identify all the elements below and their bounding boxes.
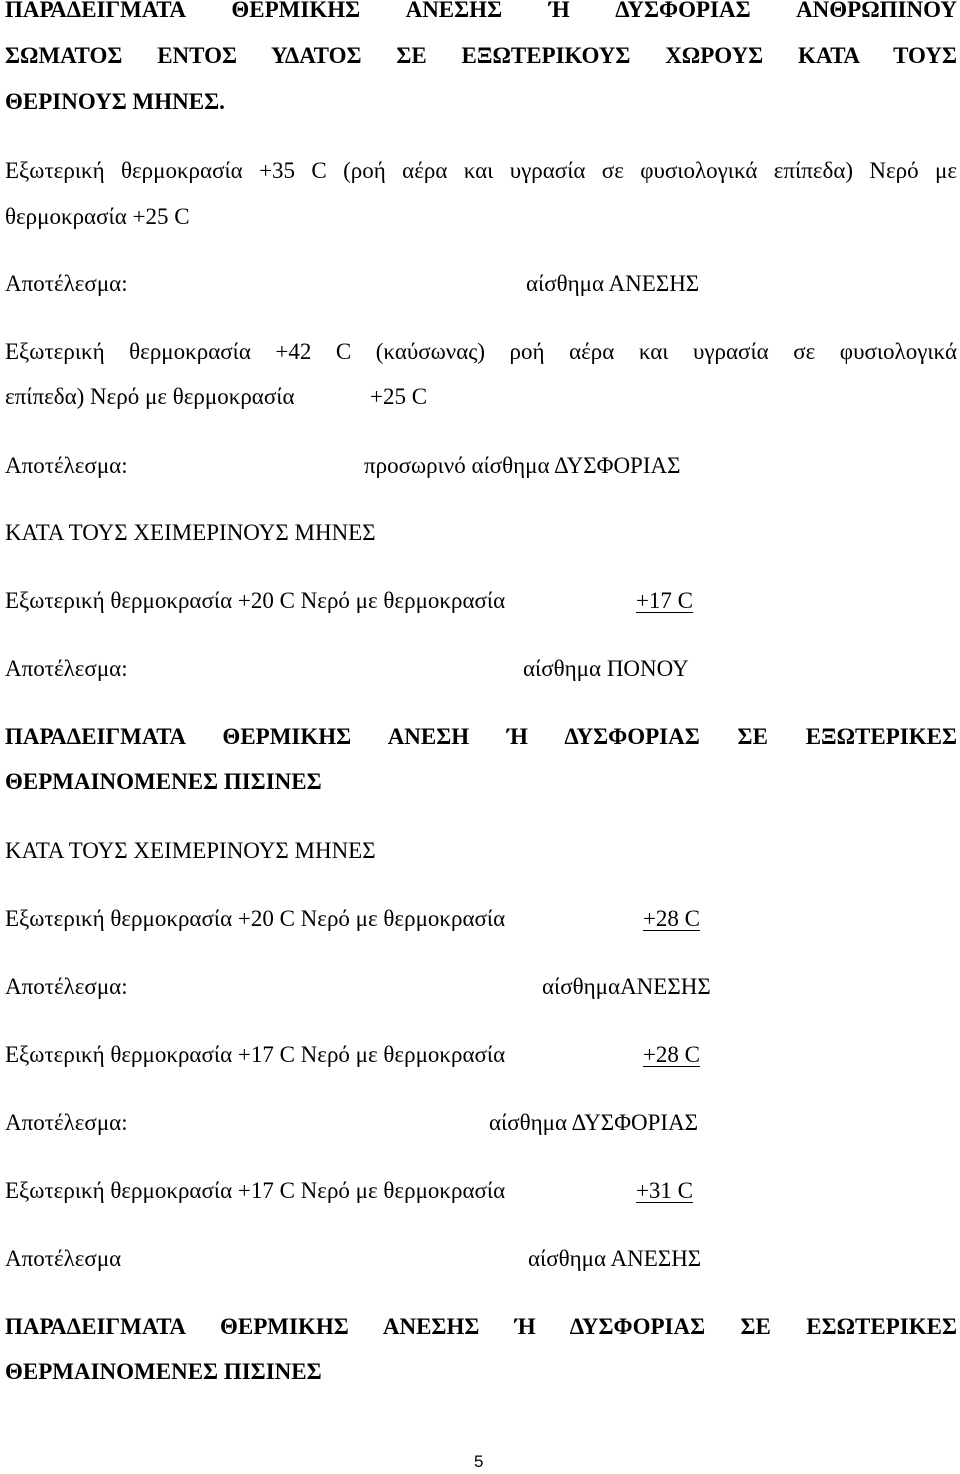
- pool-case2-text: Εξωτερική θερμοκρασία +17 C Νερό με θερμοκρασία: [5, 1042, 506, 1067]
- summer-case1-result: αίσθημα ΑΝΕΣΗΣ: [526, 271, 700, 296]
- heading2-line1: ΠΑΡΑΔΕΙΓΜΑΤΑ ΘΕΡΜΙΚΗΣ ΑΝΕΣΗ Ή ΔΥΣΦΟΡΙΑΣ ΣΕ ΕΞΩΤΕΡΙΚΕΣ: [5, 724, 957, 749]
- summer-case1-line2: θερμοκρασία +25 C: [5, 204, 190, 229]
- summer-case2-line2: επίπεδα) Νερό με θερμοκρασία: [5, 384, 295, 409]
- winter-case1-result: αίσθημα ΠΟΝΟΥ: [523, 656, 689, 681]
- pool-case3-result-label: Αποτέλεσμα: [5, 1246, 122, 1271]
- page-number: 5: [474, 1452, 484, 1471]
- pool-case1-text: Εξωτερική θερμοκρασία +20 C Νερό με θερμοκρασία: [5, 906, 506, 931]
- winter-case1-text: Εξωτερική θερμοκρασία +20 C Νερό με θερμοκρασία: [5, 588, 506, 613]
- summer-case2-result-label: Αποτέλεσμα:: [5, 453, 128, 478]
- winter-case1-result-label: Αποτέλεσμα:: [5, 656, 128, 681]
- pool-case3-text: Εξωτερική θερμοκρασία +17 C Νερό με θερμοκρασία: [5, 1178, 506, 1203]
- pool-case3-temp: +31 C: [635, 1178, 693, 1203]
- winter-heading2: ΚΑΤΑ ΤΟΥΣ ΧΕΙΜΕΡΙΝΟΥΣ ΜΗΝΕΣ: [5, 838, 376, 863]
- summer-case1-result-label: Αποτέλεσμα:: [5, 271, 128, 296]
- pool-case2-result-label: Αποτέλεσμα:: [5, 1110, 128, 1135]
- pool-case1-result-label: Αποτέλεσμα:: [5, 974, 128, 999]
- pool-case3-result: αίσθημα ΑΝΕΣΗΣ: [528, 1246, 702, 1271]
- heading3-line2: ΘΕΡΜΑΙΝΟΜΕΝΕΣ ΠΙΣΙΝΕΣ: [5, 1359, 322, 1384]
- heading1-line1: ΠΑΡΑΔΕΙΓΜΑΤΑ ΘΕΡΜΙΚΗΣ ΑΝΕΣΗΣ Ή ΔΥΣΦΟΡΙΑΣ ΑΝΘΡΩΠΙΝΟΥ: [5, 0, 957, 22]
- winter-case1-temp: +17 C: [635, 588, 693, 613]
- heading1-line3: ΘΕΡΙΝΟΥΣ ΜΗΝΕΣ.: [5, 89, 225, 114]
- heading3-line1: ΠΑΡΑΔΕΙΓΜΑΤΑ ΘΕΡΜΙΚΗΣ ΑΝΕΣΗΣ Ή ΔΥΣΦΟΡΙΑΣ ΣΕ ΕΣΩΤΕΡΙΚΕΣ: [5, 1314, 957, 1339]
- summer-case2-line1: Εξωτερική θερμοκρασία +42 C (καύσωνας) ροή αέρα και υγρασία σε φυσιολογικά: [5, 339, 957, 364]
- summer-case2-temp: +25 C: [370, 384, 428, 409]
- pool-case1-result: αίσθημαΑΝΕΣΗΣ: [542, 974, 711, 999]
- heading1-line2: ΣΩΜΑΤΟΣ ΕΝΤΟΣ ΥΔΑΤΟΣ ΣΕ ΕΞΩΤΕΡΙΚΟΥΣ ΧΩΡΟΥΣ ΚΑΤΑ ΤΟΥΣ: [5, 43, 957, 68]
- heading2-line2: ΘΕΡΜΑΙΝΟΜΕΝΕΣ ΠΙΣΙΝΕΣ: [5, 769, 322, 794]
- pool-case2-result: αίσθημα ΔΥΣΦΟΡΙΑΣ: [489, 1110, 699, 1135]
- pool-case2-temp: +28 C: [642, 1042, 700, 1067]
- winter-heading1: ΚΑΤΑ ΤΟΥΣ ΧΕΙΜΕΡΙΝΟΥΣ ΜΗΝΕΣ: [5, 520, 376, 545]
- pool-case1-temp: +28 C: [642, 906, 700, 931]
- summer-case2-result: προσωρινό αίσθημα ΔΥΣΦΟΡΙΑΣ: [364, 453, 681, 478]
- summer-case1-line1: Εξωτερική θερμοκρασία +35 C (ροή αέρα και υγρασία σε φυσιολογικά επίπεδα) Νερό με: [5, 158, 957, 183]
